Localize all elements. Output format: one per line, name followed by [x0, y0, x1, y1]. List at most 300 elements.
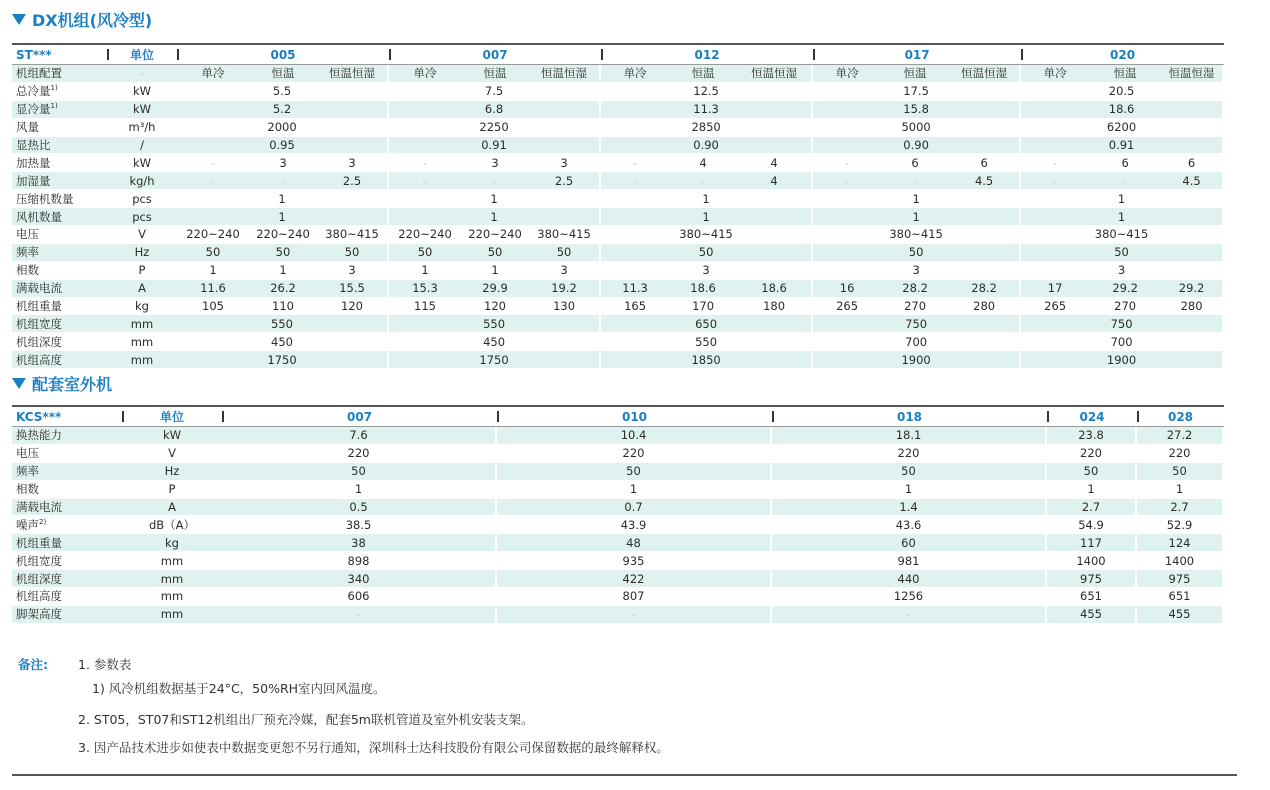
- row-label: [12, 552, 122, 570]
- table-row: [12, 101, 1224, 119]
- data-cell: 2.7: [1137, 499, 1224, 517]
- data-cell: 1: [389, 262, 461, 280]
- row-label-text: 机组宽度: [16, 316, 62, 331]
- model-number: 012: [694, 47, 720, 62]
- data-cell: 18.1: [772, 427, 1047, 445]
- data-cell: 1: [813, 190, 1021, 208]
- data-cell: 2850: [601, 119, 813, 137]
- data-cell: -: [222, 606, 497, 624]
- row-label: [12, 463, 122, 481]
- data-cell: 550: [389, 315, 601, 333]
- row-label-text: 换热能力: [16, 428, 62, 443]
- table-row: [12, 65, 1224, 83]
- row-unit: Hz: [122, 463, 222, 481]
- row-unit: mm: [122, 606, 222, 624]
- row-label: [12, 445, 122, 463]
- data-cell: 3: [1021, 262, 1224, 280]
- row-label-text: 电压: [16, 227, 39, 242]
- data-cell: 单冷: [389, 65, 461, 83]
- data-cell: 3: [529, 154, 601, 172]
- data-cell: 4: [737, 172, 813, 190]
- data-cell: 380~415: [601, 226, 813, 244]
- model-number: 017: [904, 47, 930, 62]
- data-cell: 18.6: [737, 280, 813, 298]
- model-number: 024: [1079, 409, 1105, 424]
- data-cell: 220: [497, 445, 772, 463]
- row-label-text: 机组重量: [16, 299, 62, 314]
- data-cell: 20.5: [1021, 83, 1224, 101]
- table-row: [12, 481, 1224, 499]
- row-label-text: 机组深度: [16, 571, 62, 586]
- data-cell: 1900: [1021, 351, 1224, 369]
- data-cell: 38.5: [222, 516, 497, 534]
- data-cell: 340: [222, 570, 497, 588]
- data-cell: 6: [1089, 154, 1161, 172]
- data-cell: 50: [222, 463, 497, 481]
- data-cell: -: [461, 172, 529, 190]
- data-cell: 15.8: [813, 101, 1021, 119]
- data-cell: 0.91: [1021, 137, 1224, 155]
- row-label-text: 满载电流: [16, 281, 62, 296]
- data-cell: 恒温: [669, 65, 737, 83]
- data-cell: 380~415: [1021, 226, 1224, 244]
- row-label-text: 相数: [16, 263, 39, 278]
- note-line: 3. 因产品技术进步如使表中数据变更恕不另行通知，深圳科士达科技股份有限公司保留数据的最终解释权。: [78, 740, 669, 755]
- data-cell: 恒温: [1089, 65, 1161, 83]
- data-cell: 280: [1161, 298, 1224, 316]
- table-row: [12, 552, 1224, 570]
- data-cell: 3: [249, 154, 317, 172]
- data-cell: 265: [813, 298, 881, 316]
- table-row: [12, 208, 1224, 226]
- model-number: 007: [346, 409, 373, 424]
- data-cell: 16: [813, 280, 881, 298]
- data-cell: 11.3: [601, 280, 669, 298]
- data-cell: 单冷: [177, 65, 249, 83]
- table-row: [12, 588, 1224, 606]
- data-cell: 1850: [601, 351, 813, 369]
- data-cell: 280: [949, 298, 1021, 316]
- section-title-outdoor: [12, 372, 112, 395]
- data-cell: 26.2: [249, 280, 317, 298]
- table-row: [12, 154, 1224, 172]
- table-row: [12, 570, 1224, 588]
- table-header-row: [12, 407, 1224, 427]
- data-cell: 50: [1047, 463, 1137, 481]
- table-row: [12, 262, 1224, 280]
- data-cell: 220~240: [461, 226, 529, 244]
- data-cell: 1900: [813, 351, 1021, 369]
- row-label-text: 满载电流: [16, 500, 62, 514]
- row-unit: pcs: [107, 190, 177, 208]
- table-header-row: [12, 45, 1224, 65]
- row-label: [12, 244, 107, 262]
- data-cell: 117: [1047, 534, 1137, 552]
- data-cell: 1: [389, 208, 601, 226]
- data-cell: 1: [177, 208, 389, 226]
- data-cell: 50: [461, 244, 529, 262]
- data-cell: 0.95: [177, 137, 389, 155]
- separator-bar: [107, 49, 109, 60]
- table-row: [12, 534, 1224, 552]
- data-cell: 恒温: [249, 65, 317, 83]
- row-label-text: 电压: [16, 446, 39, 461]
- triangle-down-icon: [12, 378, 26, 389]
- data-cell: 2.7: [1047, 499, 1137, 517]
- data-cell: 220~240: [177, 226, 249, 244]
- section-title-dx-text: DX机组(风冷型): [32, 11, 153, 30]
- data-cell: 606: [222, 588, 497, 606]
- data-cell: 17: [1021, 280, 1089, 298]
- data-cell: 3: [317, 262, 389, 280]
- footnote-marker: 1): [50, 84, 58, 93]
- data-cell: 恒温: [881, 65, 949, 83]
- footnote-marker: 2): [39, 517, 47, 526]
- data-cell: 28.2: [949, 280, 1021, 298]
- data-cell: 50: [772, 463, 1047, 481]
- separator-bar: [1047, 411, 1049, 422]
- row-label: [12, 137, 107, 155]
- row-label: [12, 208, 107, 226]
- row-unit: /: [107, 137, 177, 155]
- row-label-text: 脚架高度: [16, 607, 62, 622]
- data-cell: 651: [1137, 588, 1224, 606]
- data-cell: 5.2: [177, 101, 389, 119]
- data-cell: 恒温恒湿: [317, 65, 389, 83]
- data-cell: 29.9: [461, 280, 529, 298]
- header-unit-cell: [122, 407, 222, 427]
- separator-bar: [1021, 49, 1023, 60]
- row-unit: kW: [107, 154, 177, 172]
- separator-bar: [177, 49, 179, 60]
- data-cell: 12.5: [601, 83, 813, 101]
- table-row: [12, 280, 1224, 298]
- data-cell: 3: [461, 154, 529, 172]
- data-cell: -: [249, 172, 317, 190]
- data-cell: 1750: [177, 351, 389, 369]
- table-row: [12, 315, 1224, 333]
- unit-dash: -: [139, 66, 145, 81]
- data-cell: 0.7: [497, 499, 772, 517]
- data-cell: 1: [461, 262, 529, 280]
- separator-bar: [601, 49, 603, 60]
- row-label: [12, 333, 107, 351]
- row-label-text: 噪声: [16, 517, 39, 532]
- data-cell: 455: [1047, 606, 1137, 624]
- note-line: 1) 风冷机组数据基于24°C，50%RH室内回风温度。: [92, 681, 386, 696]
- data-cell: 3: [529, 262, 601, 280]
- table-row: [12, 445, 1224, 463]
- data-cell: 1: [389, 190, 601, 208]
- data-cell: 50: [249, 244, 317, 262]
- row-label: [12, 534, 122, 552]
- data-cell: 2000: [177, 119, 389, 137]
- data-cell: 975: [1137, 570, 1224, 588]
- data-cell: 1: [249, 262, 317, 280]
- header-model-028: [1137, 407, 1224, 427]
- section-title-dx: [12, 8, 152, 31]
- page-bottom-divider: [12, 774, 1237, 776]
- row-unit: pcs: [107, 208, 177, 226]
- data-cell: -: [177, 172, 249, 190]
- data-cell: 2250: [389, 119, 601, 137]
- data-cell: 7.5: [389, 83, 601, 101]
- row-label: [12, 101, 107, 119]
- row-unit: kg: [122, 534, 222, 552]
- row-unit: V: [107, 226, 177, 244]
- data-cell: -: [1021, 154, 1089, 172]
- row-label: [12, 154, 107, 172]
- data-cell: 3: [317, 154, 389, 172]
- data-cell: 220: [1047, 445, 1137, 463]
- data-cell: 0.5: [222, 499, 497, 517]
- data-cell: 440: [772, 570, 1047, 588]
- data-cell: 1: [177, 262, 249, 280]
- data-cell: 380~415: [317, 226, 389, 244]
- table-row: [12, 298, 1224, 316]
- data-cell: 550: [177, 315, 389, 333]
- data-cell: 单冷: [601, 65, 669, 83]
- row-label: [12, 119, 107, 137]
- row-unit: V: [122, 445, 222, 463]
- row-label: [12, 262, 107, 280]
- row-label: [12, 172, 107, 190]
- row-label: [12, 65, 107, 83]
- data-cell: 50: [601, 244, 813, 262]
- data-cell: 4.5: [1161, 172, 1224, 190]
- table-row: [12, 499, 1224, 517]
- data-cell: 5000: [813, 119, 1021, 137]
- data-cell: 220~240: [389, 226, 461, 244]
- row-label-text: 风量: [16, 120, 39, 135]
- row-label-text: 风机数量: [16, 209, 62, 224]
- note-line: 1. 参数表: [78, 657, 132, 672]
- data-cell: 恒温恒湿: [737, 65, 813, 83]
- row-unit: kW: [122, 427, 222, 445]
- data-cell: 6.8: [389, 101, 601, 119]
- data-cell: 120: [461, 298, 529, 316]
- header-model: KCS***: [16, 409, 62, 424]
- header-model-005: [177, 45, 389, 65]
- data-cell: 1: [222, 481, 497, 499]
- data-cell: 220~240: [249, 226, 317, 244]
- separator-bar: [813, 49, 815, 60]
- model-number: 007: [482, 47, 508, 62]
- row-label: [12, 83, 107, 101]
- data-cell: 110: [249, 298, 317, 316]
- data-cell: 1: [772, 481, 1047, 499]
- data-cell: 11.3: [601, 101, 813, 119]
- data-cell: 170: [669, 298, 737, 316]
- data-cell: 1: [1047, 481, 1137, 499]
- separator-bar: [497, 411, 499, 422]
- separator-bar: [389, 49, 391, 60]
- row-label: [12, 570, 122, 588]
- row-label-text: 机组配置: [16, 66, 62, 81]
- footnote-marker: 1): [50, 102, 58, 111]
- data-cell: 50: [497, 463, 772, 481]
- data-cell: 54.9: [1047, 516, 1137, 534]
- data-cell: 1: [601, 190, 813, 208]
- data-cell: 981: [772, 552, 1047, 570]
- row-label-text: 压缩机数量: [16, 191, 74, 206]
- row-label-text: 机组高度: [16, 589, 62, 604]
- data-cell: 0.90: [601, 137, 813, 155]
- data-cell: 1: [813, 208, 1021, 226]
- data-cell: -: [389, 154, 461, 172]
- data-cell: 1400: [1137, 552, 1224, 570]
- separator-bar: [1137, 411, 1139, 422]
- data-cell: 1256: [772, 588, 1047, 606]
- header-unit: 单位: [129, 47, 154, 62]
- row-label-text: 频率: [16, 245, 39, 260]
- header-model-010: [497, 407, 772, 427]
- data-cell: 380~415: [529, 226, 601, 244]
- header-model-024: [1047, 407, 1137, 427]
- row-label: [12, 481, 122, 499]
- data-cell: 935: [497, 552, 772, 570]
- row-label-text: 显冷量: [16, 102, 51, 117]
- model-number: 020: [1110, 47, 1136, 62]
- data-cell: 3: [601, 262, 813, 280]
- row-label-text: 机组深度: [16, 334, 62, 349]
- row-label: [12, 516, 122, 534]
- row-label: [12, 315, 107, 333]
- data-cell: 恒温恒湿: [949, 65, 1021, 83]
- data-cell: 29.2: [1161, 280, 1224, 298]
- header-model-020: [1021, 45, 1224, 65]
- header-model-017: [813, 45, 1021, 65]
- table-row: [12, 137, 1224, 155]
- data-cell: -: [1089, 172, 1161, 190]
- data-cell: 975: [1047, 570, 1137, 588]
- data-cell: 700: [813, 333, 1021, 351]
- data-cell: -: [813, 154, 881, 172]
- data-cell: 550: [601, 333, 813, 351]
- data-cell: 48: [497, 534, 772, 552]
- data-cell: -: [669, 172, 737, 190]
- row-unit: mm: [107, 351, 177, 369]
- data-cell: 恒温恒湿: [1161, 65, 1224, 83]
- data-cell: 1.4: [772, 499, 1047, 517]
- table-row: [12, 606, 1224, 624]
- row-label: [12, 606, 122, 624]
- data-cell: 1: [1021, 208, 1224, 226]
- data-cell: 6: [881, 154, 949, 172]
- data-cell: 750: [813, 315, 1021, 333]
- data-cell: 单冷: [813, 65, 881, 83]
- row-unit: mm: [107, 333, 177, 351]
- header-model-007: [222, 407, 497, 427]
- table-row: [12, 244, 1224, 262]
- data-cell: 3: [813, 262, 1021, 280]
- data-cell: 898: [222, 552, 497, 570]
- separator-bar: [222, 411, 224, 422]
- row-label-text: 频率: [16, 464, 39, 479]
- data-cell: 50: [317, 244, 389, 262]
- row-label: [12, 298, 107, 316]
- data-cell: 450: [389, 333, 601, 351]
- data-cell: 4: [737, 154, 813, 172]
- data-cell: 115: [389, 298, 461, 316]
- notes-label: 备注:: [18, 657, 48, 672]
- row-label: [12, 280, 107, 298]
- data-cell: 265: [1021, 298, 1089, 316]
- row-unit: mm: [122, 570, 222, 588]
- data-cell: 43.6: [772, 516, 1047, 534]
- data-cell: 807: [497, 588, 772, 606]
- data-cell: 422: [497, 570, 772, 588]
- data-cell: 1: [177, 190, 389, 208]
- data-cell: 29.2: [1089, 280, 1161, 298]
- data-cell: 750: [1021, 315, 1224, 333]
- header-model: ST***: [16, 47, 52, 62]
- data-cell: 0.91: [389, 137, 601, 155]
- header-model-018: [772, 407, 1047, 427]
- data-cell: 700: [1021, 333, 1224, 351]
- data-cell: 15.5: [317, 280, 389, 298]
- data-cell: 50: [529, 244, 601, 262]
- data-cell: 11.6: [177, 280, 249, 298]
- table-row: [12, 333, 1224, 351]
- row-unit: dB（A）: [122, 516, 222, 534]
- data-cell: 7.6: [222, 427, 497, 445]
- separator-bar: [772, 411, 774, 422]
- data-cell: 单冷: [1021, 65, 1089, 83]
- header-model-cell: [12, 407, 122, 427]
- data-cell: 1: [497, 481, 772, 499]
- row-unit: mm: [122, 588, 222, 606]
- outdoor-spec-table: [12, 407, 1224, 624]
- data-cell: 50: [1137, 463, 1224, 481]
- table-row: [12, 172, 1224, 190]
- data-cell: 恒温恒湿: [529, 65, 601, 83]
- row-unit: m³/h: [107, 119, 177, 137]
- row-unit: mm: [122, 552, 222, 570]
- header-model-007: [389, 45, 601, 65]
- data-cell: -: [1021, 172, 1089, 190]
- data-cell: 1400: [1047, 552, 1137, 570]
- note-line: 2. ST05，ST07和ST12机组出厂预充冷媒，配套5m联机管道及室外机安装支架。: [78, 712, 534, 727]
- data-cell: 10.4: [497, 427, 772, 445]
- data-cell: 1: [1137, 481, 1224, 499]
- data-cell: 60: [772, 534, 1047, 552]
- data-cell: 130: [529, 298, 601, 316]
- table-row: [12, 226, 1224, 244]
- data-cell: 270: [1089, 298, 1161, 316]
- row-label: [12, 499, 122, 517]
- data-cell: 124: [1137, 534, 1224, 552]
- row-label-text: 总冷量: [16, 84, 51, 99]
- data-cell: 18.6: [1021, 101, 1224, 119]
- data-cell: 165: [601, 298, 669, 316]
- model-number: 028: [1167, 409, 1194, 424]
- data-cell: 恒温: [461, 65, 529, 83]
- header-model-012: [601, 45, 813, 65]
- row-label-text: 机组宽度: [16, 553, 62, 568]
- data-cell: 4: [669, 154, 737, 172]
- data-cell: -: [813, 172, 881, 190]
- table-row: [12, 427, 1224, 445]
- data-cell: 1750: [389, 351, 601, 369]
- data-cell: 120: [317, 298, 389, 316]
- model-number: 018: [896, 409, 923, 424]
- row-label: [12, 226, 107, 244]
- data-cell: 15.3: [389, 280, 461, 298]
- row-label: [12, 351, 107, 369]
- data-cell: 270: [881, 298, 949, 316]
- data-cell: -: [497, 606, 772, 624]
